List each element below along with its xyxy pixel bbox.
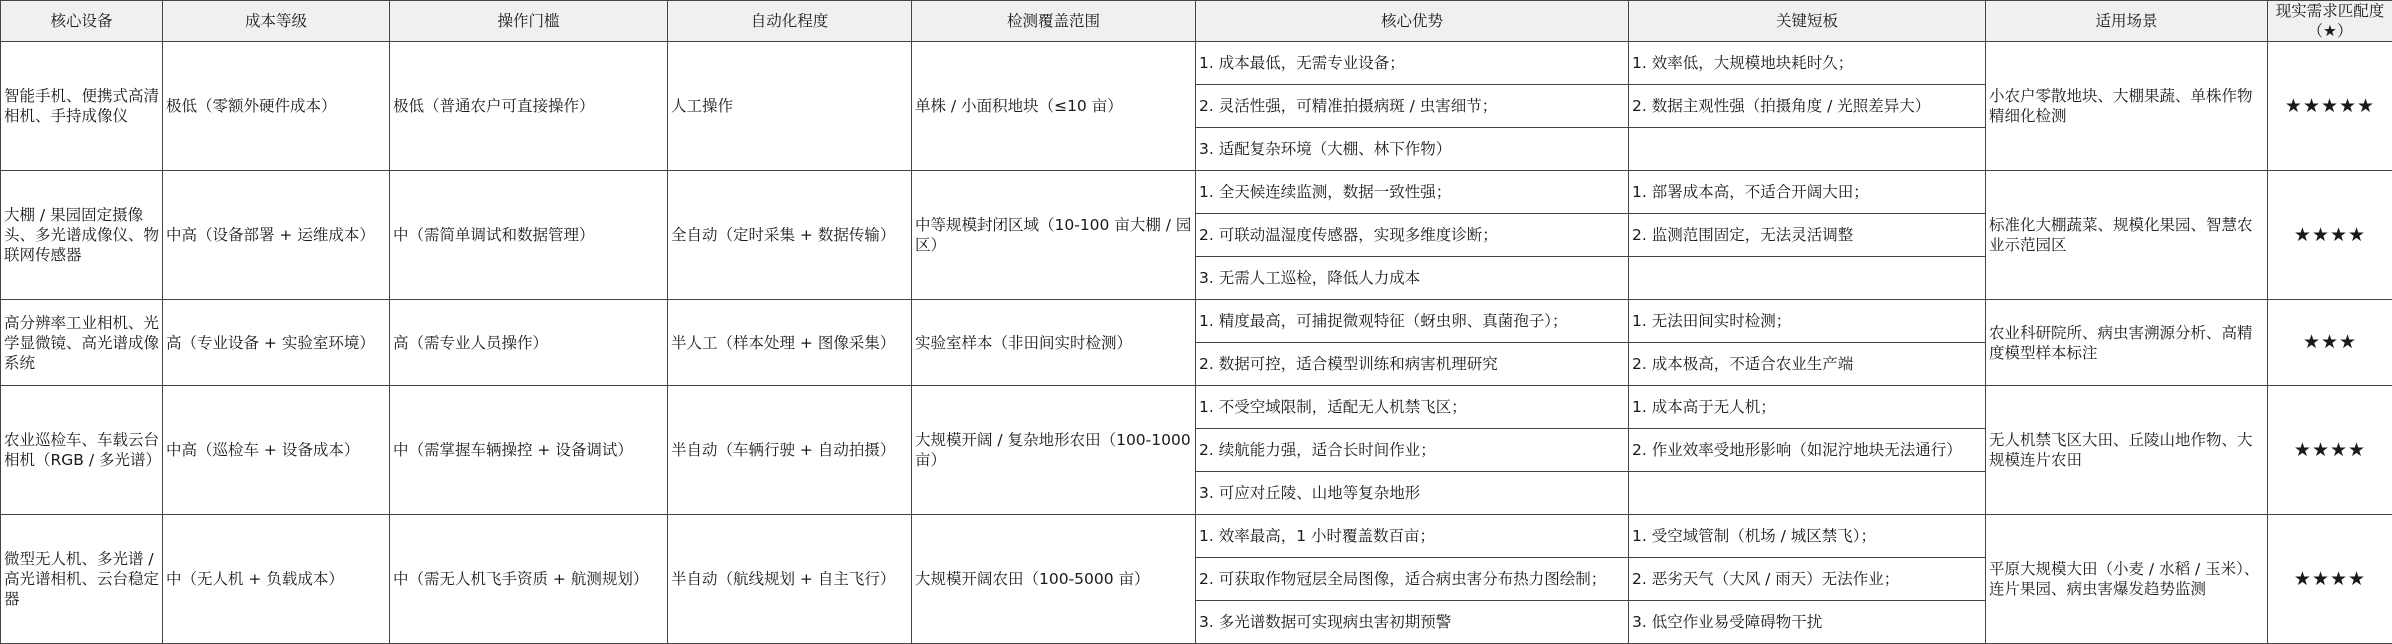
header-rating: 现实需求匹配度（★） [2268,1,2392,42]
header-device: 核心设备 [1,1,163,42]
table-row [1,300,2392,343]
table-row [1,42,2392,85]
threshold-cell: 极低（普通农户可直接操作） [390,42,668,171]
advantage-item: 1. 成本最低，无需专业设备； [1196,42,1629,85]
cost-cell: 中高（设备部署 + 运维成本） [163,171,390,300]
header-advantages: 核心优势 [1196,1,1629,42]
device-cell: 智能手机、便携式高清相机、手持成像仪 [1,42,163,171]
header-scenario: 适用场景 [1986,1,2268,42]
header-cost: 成本等级 [163,1,390,42]
scenario-cell: 平原大规模大田（小麦 / 水稻 / 玉米）、连片果园、病虫害爆发趋势监测 [1986,515,2268,644]
shortcoming-item: 1. 效率低，大规模地块耗时久； [1629,42,1986,85]
threshold-cell: 中（需无人机飞手资质 + 航测规划） [390,515,668,644]
header-row [1,1,2392,42]
header-automation: 自动化程度 [668,1,912,42]
shortcoming-item: 2. 成本极高，不适合农业生产端 [1629,343,1986,386]
coverage-cell: 实验室样本（非田间实时检测） [912,300,1196,386]
header-threshold: 操作门槛 [390,1,668,42]
cost-cell: 高（专业设备 + 实验室环境） [163,300,390,386]
device-cell: 高分辨率工业相机、光学显微镜、高光谱成像系统 [1,300,163,386]
advantage-item: 2. 可获取作物冠层全局图像，适合病虫害分布热力图绘制； [1196,558,1629,601]
rating-stars: ★★★★ [2268,171,2392,300]
shortcoming-item [1629,257,1986,300]
automation-cell: 全自动（定时采集 + 数据传输） [668,171,912,300]
advantage-item: 1. 全天候连续监测，数据一致性强； [1196,171,1629,214]
threshold-cell: 中（需简单调试和数据管理） [390,171,668,300]
scenario-cell: 标准化大棚蔬菜、规模化果园、智慧农业示范园区 [1986,171,2268,300]
shortcoming-item: 1. 无法田间实时检测； [1629,300,1986,343]
device-cell: 大棚 / 果园固定摄像头、多光谱成像仪、物联网传感器 [1,171,163,300]
advantage-item: 3. 可应对丘陵、山地等复杂地形 [1196,472,1629,515]
advantage-item: 2. 可联动温湿度传感器，实现多维度诊断； [1196,214,1629,257]
threshold-cell: 中（需掌握车辆操控 + 设备调试） [390,386,668,515]
advantage-item: 2. 续航能力强，适合长时间作业； [1196,429,1629,472]
advantage-item: 1. 不受空域限制，适配无人机禁飞区； [1196,386,1629,429]
scenario-cell: 农业科研院所、病虫害溯源分析、高精度模型样本标注 [1986,300,2268,386]
automation-cell: 人工操作 [668,42,912,171]
rating-stars: ★★★ [2268,300,2392,386]
shortcoming-item [1629,472,1986,515]
cost-cell: 极低（零额外硬件成本） [163,42,390,171]
shortcoming-item: 1. 部署成本高，不适合开阔大田； [1629,171,1986,214]
advantage-item: 3. 无需人工巡检，降低人力成本 [1196,257,1629,300]
scenario-cell: 小农户零散地块、大棚果蔬、单株作物精细化检测 [1986,42,2268,171]
rating-stars: ★★★★ [2268,386,2392,515]
advantage-item: 3. 多光谱数据可实现病虫害初期预警 [1196,601,1629,644]
header-coverage: 检测覆盖范围 [912,1,1196,42]
table-row [1,515,2392,558]
shortcoming-item: 3. 低空作业易受障碍物干扰 [1629,601,1986,644]
advantage-item: 2. 灵活性强，可精准拍摄病斑 / 虫害细节； [1196,85,1629,128]
coverage-cell: 大规模开阔 / 复杂地形农田（100-1000 亩） [912,386,1196,515]
coverage-cell: 中等规模封闭区域（10-100 亩大棚 / 园区） [912,171,1196,300]
scenario-cell: 无人机禁飞区大田、丘陵山地作物、大规模连片农田 [1986,386,2268,515]
shortcoming-item: 2. 作业效率受地形影响（如泥泞地块无法通行） [1629,429,1986,472]
shortcoming-item: 2. 数据主观性强（拍摄角度 / 光照差异大） [1629,85,1986,128]
rating-stars: ★★★★ [2268,515,2392,644]
coverage-cell: 单株 / 小面积地块（≤10 亩） [912,42,1196,171]
shortcoming-item: 1. 成本高于无人机； [1629,386,1986,429]
device-cell: 微型无人机、多光谱 / 高光谱相机、云台稳定器 [1,515,163,644]
table-row [1,171,2392,214]
automation-cell: 半人工（样本处理 + 图像采集） [668,300,912,386]
advantage-item: 1. 效率最高，1 小时覆盖数百亩； [1196,515,1629,558]
device-cell: 农业巡检车、车载云台相机（RGB / 多光谱） [1,386,163,515]
shortcoming-item: 2. 监测范围固定，无法灵活调整 [1629,214,1986,257]
advantage-item: 2. 数据可控，适合模型训练和病害机理研究 [1196,343,1629,386]
automation-cell: 半自动（车辆行驶 + 自动拍摄） [668,386,912,515]
header-shortcomings: 关键短板 [1629,1,1986,42]
advantage-item: 1. 精度最高，可捕捉微观特征（蚜虫卵、真菌孢子）； [1196,300,1629,343]
threshold-cell: 高（需专业人员操作） [390,300,668,386]
table-row [1,386,2392,429]
shortcoming-item: 1. 受空域管制（机场 / 城区禁飞）； [1629,515,1986,558]
advantage-item: 3. 适配复杂环境（大棚、林下作物） [1196,128,1629,171]
cost-cell: 中高（巡检车 + 设备成本） [163,386,390,515]
automation-cell: 半自动（航线规划 + 自主飞行） [668,515,912,644]
coverage-cell: 大规模开阔农田（100-5000 亩） [912,515,1196,644]
shortcoming-item: 2. 恶劣天气（大风 / 雨天）无法作业； [1629,558,1986,601]
rating-stars: ★★★★★ [2268,42,2392,171]
cost-cell: 中（无人机 + 负载成本） [163,515,390,644]
shortcoming-item [1629,128,1986,171]
